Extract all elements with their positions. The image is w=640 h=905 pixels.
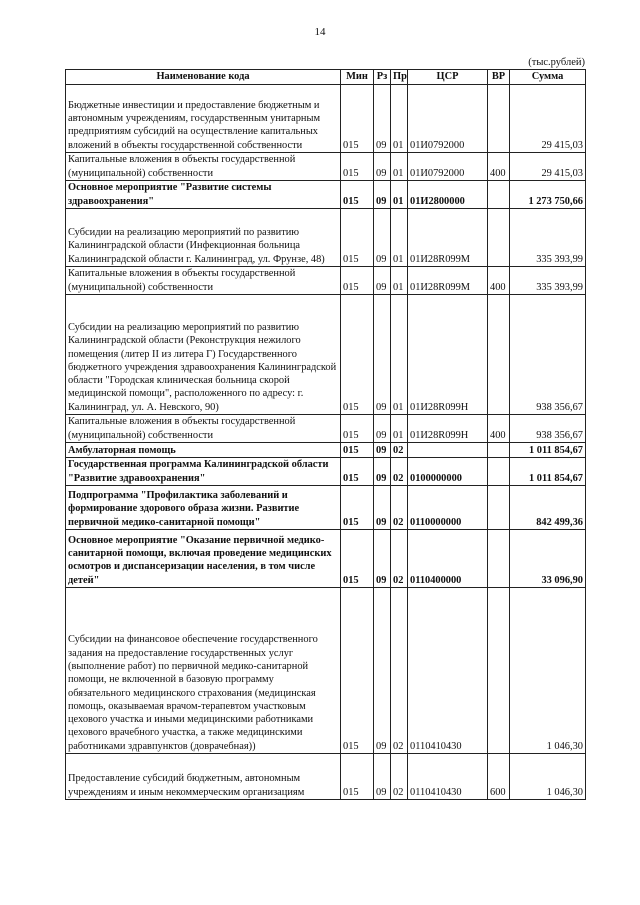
row-csr: 01И0792000	[408, 153, 488, 181]
row-name: Капитальные вложения в объекты государственной (муниципальной) собственности	[66, 153, 341, 181]
row-pr: 02	[391, 486, 408, 530]
row-vr	[488, 486, 510, 530]
row-min: 015	[341, 415, 374, 443]
row-name: Основное мероприятие "Оказание первичной медико-санитарной помощи, включая проведение медицинских осмотров и диспансеризации населения, в том числе детей"	[66, 530, 341, 588]
row-sum: 335 393,99	[510, 267, 586, 295]
row-vr	[488, 209, 510, 267]
row-rz: 09	[374, 295, 391, 415]
row-min: 015	[341, 443, 374, 458]
row-sum: 33 096,90	[510, 530, 586, 588]
row-sum: 938 356,67	[510, 415, 586, 443]
row-min: 015	[341, 458, 374, 486]
units-label: (тыс.рублей)	[528, 57, 585, 68]
table-row	[66, 588, 586, 754]
header-pr: Пр	[391, 70, 408, 85]
table-row	[66, 458, 586, 486]
row-sum: 1 011 854,67	[510, 443, 586, 458]
row-rz: 09	[374, 588, 391, 754]
header-sum: Сумма	[510, 70, 586, 85]
row-name: Субсидии на реализацию мероприятий по развитию Калининградской области (Реконструкция нежилого помещения (литер II из литера Г) Государственного бюджетного учреждения здравоохранения Калининградской области "Городская клиническая больница скорой медицинской помощи", расположенного по адресу: г. Калининград, ул. А. Невского, 90)	[66, 295, 341, 415]
row-sum: 1 046,30	[510, 588, 586, 754]
row-min: 015	[341, 85, 374, 153]
row-sum: 1 046,30	[510, 754, 586, 800]
row-rz: 09	[374, 85, 391, 153]
row-pr: 02	[391, 754, 408, 800]
row-csr: 01И28R099M	[408, 209, 488, 267]
row-csr: 01И0792000	[408, 85, 488, 153]
row-rz: 09	[374, 209, 391, 267]
table-row	[66, 486, 586, 530]
row-sum: 1 011 854,67	[510, 458, 586, 486]
row-csr: 01И28R099M	[408, 267, 488, 295]
row-vr: 400	[488, 415, 510, 443]
row-rz: 09	[374, 267, 391, 295]
row-sum: 842 499,36	[510, 486, 586, 530]
row-sum: 29 415,03	[510, 85, 586, 153]
row-pr: 02	[391, 530, 408, 588]
row-name: Подпрограмма "Профилактика заболеваний и формирование здорового образа жизни. Развитие первичной медико-санитарной помощи"	[66, 486, 341, 530]
row-csr: 0110400000	[408, 530, 488, 588]
table-row	[66, 85, 586, 153]
row-rz: 09	[374, 415, 391, 443]
table-row	[66, 209, 586, 267]
row-vr	[488, 443, 510, 458]
row-csr: 0100000000	[408, 458, 488, 486]
table-row	[66, 267, 586, 295]
row-vr	[488, 458, 510, 486]
row-csr: 0110410430	[408, 754, 488, 800]
table-header	[66, 70, 586, 85]
row-rz: 09	[374, 754, 391, 800]
table-row	[66, 443, 586, 458]
row-pr: 01	[391, 415, 408, 443]
row-vr	[488, 85, 510, 153]
row-csr: 0110000000	[408, 486, 488, 530]
row-rz: 09	[374, 458, 391, 486]
budget-table	[65, 69, 586, 800]
row-vr	[488, 295, 510, 415]
table-row	[66, 754, 586, 800]
row-vr: 400	[488, 267, 510, 295]
header-name: Наименование кода	[66, 70, 341, 85]
row-csr	[408, 443, 488, 458]
row-min: 015	[341, 181, 374, 209]
row-name: Государственная программа Калининградской области "Развитие здравоохранения"	[66, 458, 341, 486]
row-sum: 335 393,99	[510, 209, 586, 267]
row-name: Амбулаторная помощь	[66, 443, 341, 458]
row-min: 015	[341, 295, 374, 415]
row-min: 015	[341, 209, 374, 267]
row-rz: 09	[374, 530, 391, 588]
row-pr: 01	[391, 85, 408, 153]
row-name: Бюджетные инвестиции и предоставление бюджетным и автономным учреждениям, государственным унитарным предприятиям субсидий на осуществление капитальных вложений в объекты государственной собственности	[66, 85, 341, 153]
header-min: Мин	[341, 70, 374, 85]
header-row	[66, 70, 586, 85]
row-csr: 01И28R099H	[408, 415, 488, 443]
row-pr: 02	[391, 458, 408, 486]
row-csr: 01И28R099H	[408, 295, 488, 415]
row-name: Субсидии на финансовое обеспечение государственного задания на предоставление государственных услуг (выполнение работ) по первичной медико-санитарной помощи, не включенной в базовую программу обязательного медицинского страхования (медицинская помощь, оказываемая врачом-терапевтом участковым цехового участка и иными медицинскими работниками цехового врачебного участка, а также медицинскими работниками здравпунктов (доврачебная))	[66, 588, 341, 754]
row-min: 015	[341, 754, 374, 800]
row-min: 015	[341, 153, 374, 181]
table-row	[66, 530, 586, 588]
row-min: 015	[341, 486, 374, 530]
row-vr	[488, 588, 510, 754]
row-name: Субсидии на реализацию мероприятий по развитию Калининградской области (Инфекционная больница Калининградской области г. Калининград, ул. Фрунзе, 48)	[66, 209, 341, 267]
row-min: 015	[341, 267, 374, 295]
row-pr: 02	[391, 443, 408, 458]
row-name: Предоставление субсидий бюджетным, автономным учреждениям и иным некоммерческим организациям	[66, 754, 341, 800]
row-name: Основное мероприятие "Развитие системы здравоохранения"	[66, 181, 341, 209]
row-pr: 01	[391, 267, 408, 295]
row-rz: 09	[374, 153, 391, 181]
table-row	[66, 295, 586, 415]
row-vr: 400	[488, 153, 510, 181]
row-sum: 29 415,03	[510, 153, 586, 181]
row-sum: 1 273 750,66	[510, 181, 586, 209]
row-name: Капитальные вложения в объекты государственной (муниципальной) собственности	[66, 415, 341, 443]
row-rz: 09	[374, 181, 391, 209]
row-rz: 09	[374, 486, 391, 530]
row-name: Капитальные вложения в объекты государственной (муниципальной) собственности	[66, 267, 341, 295]
row-min: 015	[341, 530, 374, 588]
page-number: 14	[314, 26, 326, 38]
table-row	[66, 181, 586, 209]
header-vr: ВР	[488, 70, 510, 85]
header-csr: ЦСР	[408, 70, 488, 85]
table-row	[66, 153, 586, 181]
row-sum: 938 356,67	[510, 295, 586, 415]
row-pr: 01	[391, 295, 408, 415]
row-pr: 01	[391, 153, 408, 181]
table-row	[66, 415, 586, 443]
table-body	[66, 85, 586, 800]
row-vr	[488, 530, 510, 588]
row-vr	[488, 181, 510, 209]
row-csr: 0110410430	[408, 588, 488, 754]
row-rz: 09	[374, 443, 391, 458]
row-csr: 01И2800000	[408, 181, 488, 209]
row-pr: 02	[391, 588, 408, 754]
header-rz: Рз	[374, 70, 391, 85]
row-pr: 01	[391, 181, 408, 209]
row-min: 015	[341, 588, 374, 754]
row-pr: 01	[391, 209, 408, 267]
row-vr: 600	[488, 754, 510, 800]
